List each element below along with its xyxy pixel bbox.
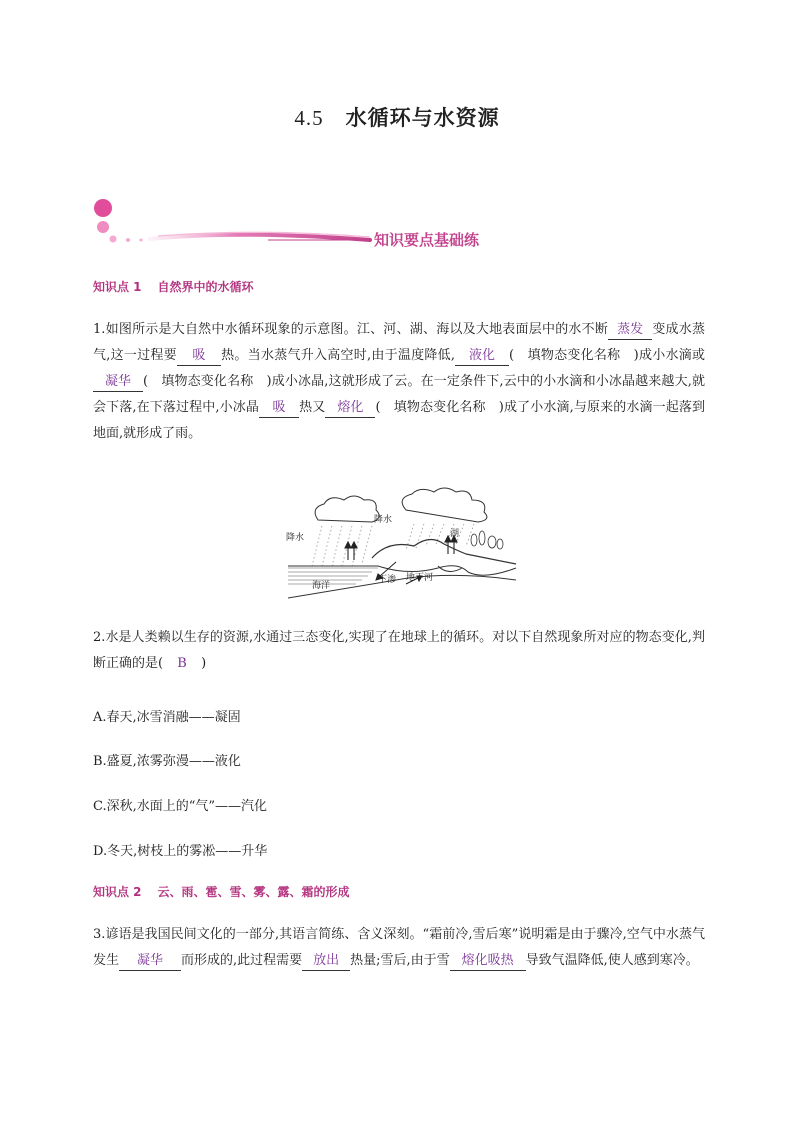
answer-blank: 放出 bbox=[302, 952, 350, 971]
pink-dot-small bbox=[110, 236, 117, 243]
knowledge-point-1: 知识点 1 自然界中的水循环 bbox=[93, 280, 254, 294]
section-banner-title: 知识要点基础练 bbox=[374, 231, 480, 249]
answer-blank: 液化 bbox=[455, 347, 509, 366]
answer-blank: 吸 bbox=[259, 399, 299, 418]
answer-blank: 凝华 bbox=[119, 952, 181, 971]
pink-dot-tiny bbox=[126, 238, 130, 242]
option-c: C.深秋,水面上的“气”——汽化 bbox=[93, 799, 268, 814]
answer-blank: 凝华 bbox=[93, 373, 143, 392]
banner-swoosh bbox=[150, 235, 370, 240]
label-underground-river: 地下河 bbox=[406, 573, 434, 583]
label-sea: 海洋 bbox=[312, 581, 331, 591]
label-rain-right: 降水 bbox=[374, 515, 393, 525]
answer-blank: 蒸发 bbox=[608, 321, 652, 340]
answer-blank: 熔化 bbox=[325, 399, 375, 418]
water-cycle-diagram bbox=[288, 488, 516, 606]
pink-dot-tiny bbox=[140, 239, 143, 242]
option-a: A.春天,冰雪消融——凝固 bbox=[93, 710, 241, 725]
option-b: B.盛夏,浓雾弥漫——液化 bbox=[93, 754, 241, 769]
pink-dot-medium bbox=[97, 221, 109, 233]
knowledge-point-2: 知识点 2 云、雨、雹、雪、雾、露、霜的形成 bbox=[93, 885, 350, 899]
question-2: 2.水是人类赖以生存的资源,水通过三态变化,实现了在地球上的循环。对以下自然现象所对应的物态变化,判断正确的是( B ) bbox=[93, 625, 705, 677]
label-lake: 湖 bbox=[450, 529, 460, 539]
answer-choice: B bbox=[177, 656, 187, 671]
answer-blank: 吸 bbox=[177, 347, 221, 366]
pink-dot-large bbox=[94, 199, 112, 217]
question-1: 1.如图所示是大自然中水循环现象的示意图。江、河、湖、海以及大地表面层中的水不断 蒸发 变成水蒸气,这一过程要 吸 热。当水蒸气升入高空时,由于温度降低, 液化 ( 填物态变化名称 )成小水滴或凝华 ( 填物态变化名称 )成小冰晶,这就形成了云。在一定条件下,云中的小水滴和小冰晶越来越大,就会下落,在下落过程中,小冰晶 吸 热又 熔化 ( 填物态变化名称 )成了小水滴,与原来的水滴一起落到地面,就形成了雨。 bbox=[93, 322, 706, 441]
label-seep: 下渗 bbox=[378, 575, 397, 585]
answer-blank: 熔化吸热 bbox=[450, 952, 526, 971]
cloud-left bbox=[315, 496, 379, 522]
page-title: 4.5 水循环与水资源 bbox=[294, 105, 500, 130]
question-3: 3.谚语是我国民间文化的一部分,其语言简练、含义深刻。“霜前冷,雪后寒”说明霜是由于骤冷,空气中水蒸气发生 凝华 而形成的,此过程需要 放出 热量;雪后,由于雪 熔化吸热 导致气温降低,使人感到寒冷。 bbox=[93, 922, 705, 974]
option-d: D.冬天,树枝上的雾凇——升华 bbox=[93, 844, 268, 859]
cloud-right bbox=[402, 488, 487, 522]
label-rain-left: 降水 bbox=[286, 533, 305, 543]
